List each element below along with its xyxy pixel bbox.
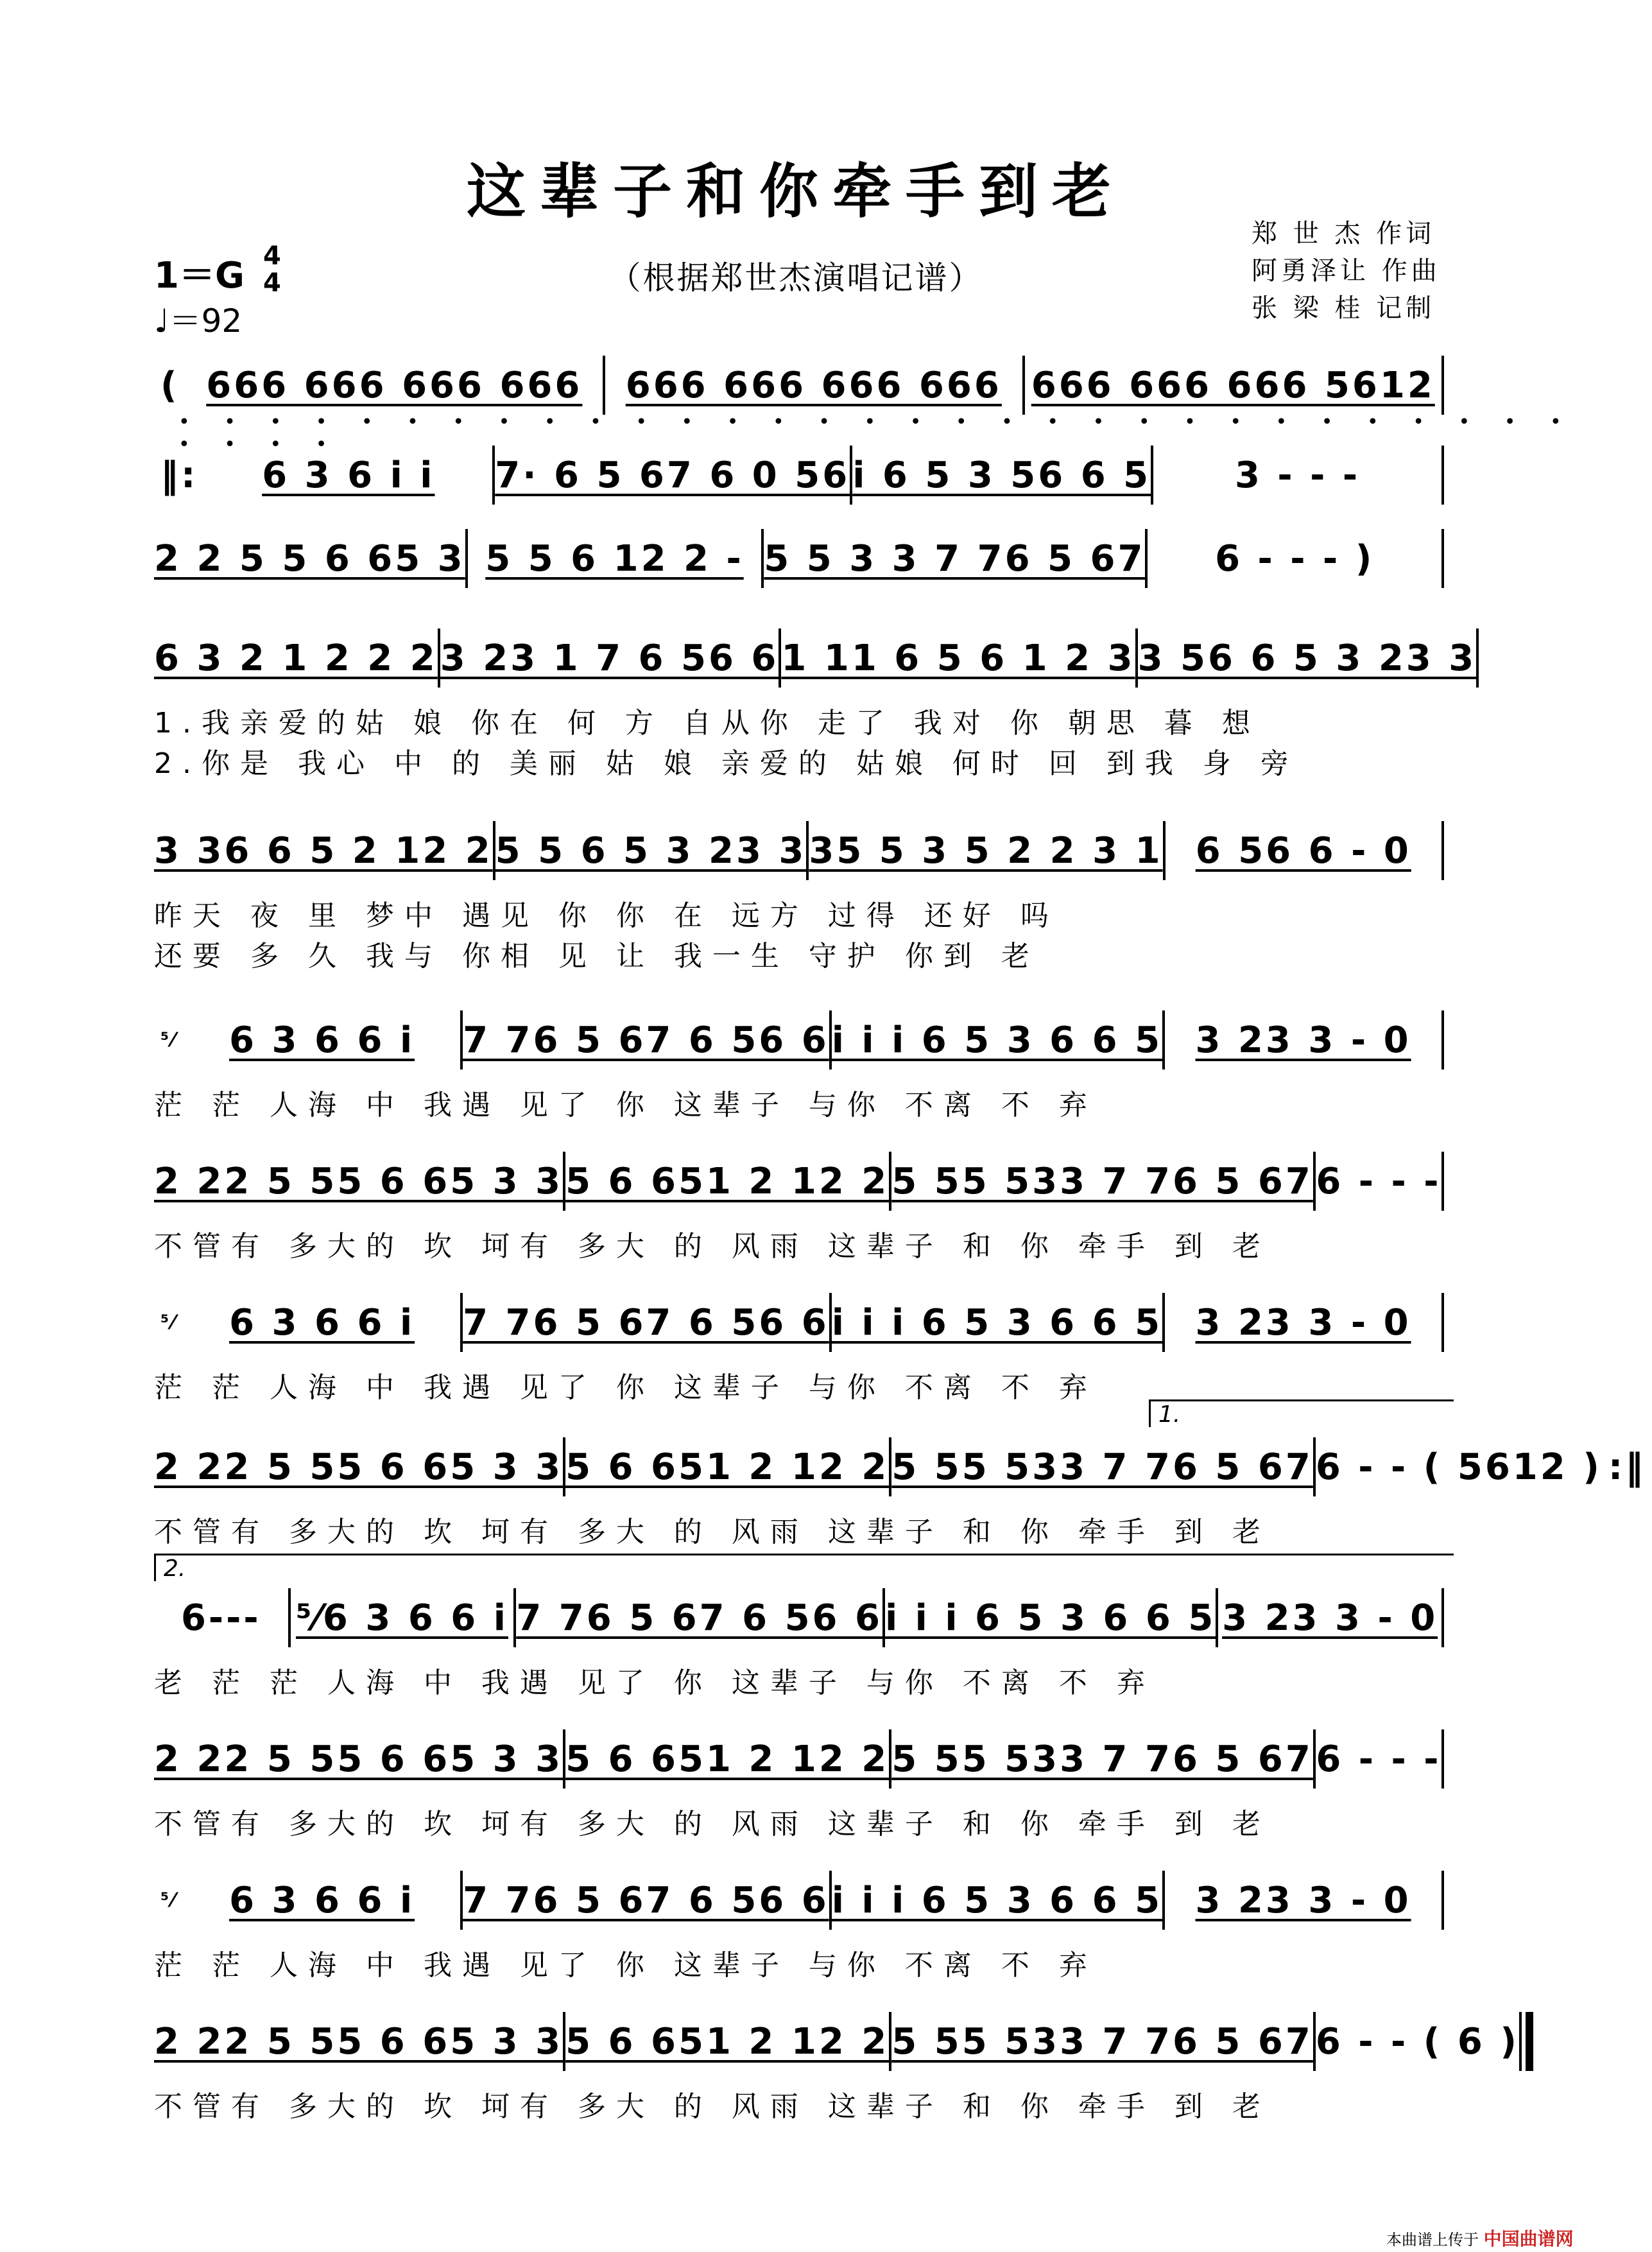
measure: 3 23 3 - 0 [1195,1301,1411,1344]
notes-line [154,1592,1444,1643]
barline [1441,356,1444,415]
measure: 6 3 6 6 i [229,1301,415,1344]
notes-line [154,533,1444,584]
measure: 7· 6 5 67 6 0 56 [495,454,850,496]
barline [1441,1588,1444,1647]
barline [1476,628,1479,688]
lyric-chorus: 茫 茫 人海 中 我遇 见了 你 这辈子 与你 不离 不 弃 [154,1949,1097,1982]
measure: 3 23 1 7 6 56 6 [440,637,779,679]
measure: 5 55 533 7 76 5 67 [891,1738,1313,1780]
measure: 6 - - ( 6 ) [1315,2020,1519,2063]
measure: 3 23 3 - 0 [1222,1597,1438,1639]
barline [1441,1152,1444,1211]
grace-note: ⁵⁄ [160,1311,178,1334]
lyric-verse-2: 2.你是 我心 中 的 美丽 姑 娘 亲爱的 姑娘 何时 回 到我 身 旁 [154,747,1299,780]
measure: 6 3 6 6 i [229,1019,415,1061]
barline [1441,1871,1444,1930]
measure: i i i 6 5 3 6 6 5 [884,1597,1216,1639]
lyric-chorus: 不管有 多大的 坎 坷有 多大 的 风雨 这辈子 和 你 牵手 到 老 [154,1808,1271,1841]
measure: 2 22 5 55 6 65 3 3 [154,1738,564,1780]
measure: 2 22 5 55 6 65 3 3 [154,2020,564,2063]
measure: 666 666 666 666 [206,364,583,406]
song-title: 这辈子和你牵手到老 [466,157,1125,226]
lyric-chorus: 不管有 多大的 坎 坷有 多大 的 风雨 这辈子 和 你 牵手 到 老 [154,2090,1271,2123]
final-barline [1526,2012,1533,2071]
measure: 5 5 3 3 7 76 5 67 [764,537,1146,580]
repeat-end: :‖ [1608,1446,1646,1488]
measure: i i i 6 5 3 6 6 5 [831,1019,1163,1061]
measure: 6 3 6 6 i [229,1879,415,1921]
grace-note: ⁵⁄ [160,1028,178,1052]
measure: i i i 6 5 3 6 6 5 [831,1301,1163,1344]
measure: 6 - - ( 5612 ) [1315,1446,1602,1488]
notes-line [154,1733,1444,1785]
notes-line [154,449,1444,501]
tempo-marking: ♩＝92 [154,302,243,340]
notes-line [154,632,1477,684]
measure: 3 56 6 5 3 23 3 [1137,637,1477,679]
lyric-chorus: 茫 茫 人海 中 我遇 见了 你 这辈子 与你 不离 不 弃 [154,1089,1097,1122]
measure: 2 22 5 55 6 65 3 3 [154,1446,564,1488]
footer-credit [1386,2225,1574,2251]
measure: 5 55 533 7 76 5 67 [891,1446,1313,1488]
measure: 3 - - - [1234,454,1361,496]
notes-line [154,825,1444,876]
barline [1441,446,1444,505]
time-signature-top: 4 [263,241,281,271]
measure: 5 6 651 2 12 2 [565,2020,890,2063]
measure: 7 76 5 67 6 56 6 [463,1879,829,1921]
time-signature-bottom: 4 [263,268,281,298]
lyric-verse-1: 昨天 夜 里 梦中 遇见 你 你 在 远方 过得 还好 吗 [154,899,1059,932]
credit-composer: 阿勇泽让 作曲 [1252,256,1441,286]
footer-text: 本曲谱上传于 [1386,2231,1479,2249]
key-signature: 1＝G [154,255,245,297]
measure: 666 666 666 5612 [1031,364,1435,406]
repeat-start: ‖: [160,454,198,496]
notes-line [154,359,1444,411]
notes-line [154,1156,1444,1207]
barline [1519,2012,1522,2071]
song-subtitle: （根据郑世杰演唱记谱） [608,259,983,297]
measure: 3 36 6 5 2 12 2 [154,829,493,872]
measure: 6 - - - [1316,1160,1441,1202]
octave-dots: • • • • • • • • • • • • • • • • • • • • • • • • • • • • • • • • • • • [178,411,1576,456]
measure: 6 3 6 i i [262,454,435,496]
measure: 5 5 6 12 2 - [485,537,744,580]
measure: 6 - - - ) [1215,537,1375,580]
first-ending-bracket: 1. [1149,1399,1454,1427]
measure: 6 56 6 - 0 [1195,829,1411,872]
measure: 5 6 651 2 12 2 [565,1446,890,1488]
measure: i 6 5 3 56 6 5 [852,454,1151,496]
measure: 7 76 5 67 6 56 6 [463,1301,829,1344]
lyric-chorus: 茫 茫 人海 中 我遇 见了 你 这辈子 与你 不离 不 弃 [154,1371,1097,1404]
time-signature [263,243,281,297]
notes-line [154,1441,1646,1493]
notes-line [154,2016,1519,2067]
measure: ⁵⁄6 3 6 6 i [296,1597,508,1639]
footer-brand-logo[interactable]: 中国曲谱网 [1483,2228,1574,2249]
notes-line [154,1875,1444,1926]
measure: 7 76 5 67 6 56 6 [463,1019,829,1061]
barline [1441,821,1444,880]
measure: 6--- [180,1597,261,1639]
barline [1441,1729,1444,1789]
lyric-verse-1: 1.我亲爱的姑 娘 你在 何 方 自从你 走了 我对 你 朝思 暮 想 [154,707,1261,740]
measure: 3 23 3 - 0 [1195,1879,1411,1921]
measure: 35 5 3 5 2 2 3 1 [809,829,1163,872]
measure: 7 76 5 67 6 56 6 [516,1597,882,1639]
credits [1252,215,1441,327]
measure: 5 55 533 7 76 5 67 [891,1160,1313,1202]
measure: 5 5 6 5 3 23 3 [495,829,807,872]
lyric-chorus: 老 茫 茫 人海 中 我遇 见了 你 这辈子 与你 不离 不 弃 [154,1667,1155,1699]
measure: 5 55 533 7 76 5 67 [891,2020,1313,2063]
notes-line [154,1014,1444,1066]
measure: 6 3 2 1 2 2 2 [154,637,438,679]
measure: 2 2 5 5 6 65 3 [154,537,465,580]
barline [1441,1293,1444,1352]
grace-note: ⁵⁄ [160,1889,178,1912]
measure: 6 - - - [1316,1738,1441,1780]
lyric-chorus: 不管有 多大的 坎 坷有 多大 的 风雨 这辈子 和 你 牵手 到 老 [154,1516,1271,1548]
notes-line [154,1297,1444,1348]
second-ending-bracket: 2. [154,1554,1454,1581]
lyric-verse-2: 还要 多 久 我与 你相 见 让 我一生 守护 你到 老 [154,940,1040,973]
measure: 5 6 651 2 12 2 [565,1160,890,1202]
measure: 3 23 3 - 0 [1195,1019,1411,1061]
measure: 2 22 5 55 6 65 3 3 [154,1160,564,1202]
line-start: ( [160,364,180,406]
measure: 5 6 651 2 12 2 [565,1738,890,1780]
credit-lyricist: 郑 世 杰 作词 [1252,219,1436,248]
measure: 1 11 6 5 6 1 2 3 [781,637,1135,679]
measure: i i i 6 5 3 6 6 5 [831,1879,1163,1921]
lyric-chorus: 不管有 多大的 坎 坷有 多大 的 风雨 这辈子 和 你 牵手 到 老 [154,1230,1271,1263]
measure: 666 666 666 666 [625,364,1002,406]
barline [1441,1010,1444,1070]
barline [1441,529,1444,588]
credit-transcriber: 张 梁 桂 记制 [1252,293,1436,323]
